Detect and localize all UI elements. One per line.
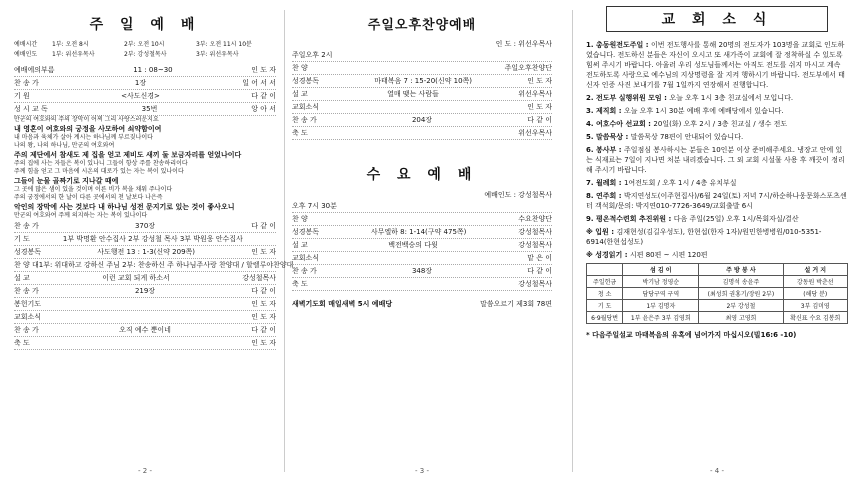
order-leader: 다 같 이 xyxy=(527,267,552,275)
order-row xyxy=(14,324,276,337)
order-content: 1부 박명환 안수집사 2부 강성철 목사 3부 박원웅 안수집사 xyxy=(62,235,243,243)
header-cell: 주 방 봉 사 xyxy=(699,264,783,276)
table-cell: 6·9월당번 xyxy=(587,312,623,324)
notice-body: 1여전도회 / 오후 1시 / 4층 유치부실 xyxy=(623,179,737,187)
order-leader: 위선우목사 xyxy=(518,129,552,137)
order-row xyxy=(292,62,552,75)
order-row xyxy=(292,265,552,278)
order-label: 찬 송 가 xyxy=(292,116,317,124)
notice-item xyxy=(586,250,848,260)
order-label: 봉헌기도 xyxy=(14,300,42,308)
page-number: - 2 - xyxy=(138,467,152,475)
afternoon-worship-column xyxy=(292,0,552,481)
order-label: 찬 송 가 xyxy=(14,79,39,87)
order-label: 찬 송 가 xyxy=(14,287,39,295)
table-cell: 담당구역 구역 xyxy=(623,288,699,300)
order-leader: 인 도 자 xyxy=(251,339,276,347)
order-leader: 강성철목사 xyxy=(518,241,552,249)
notice-body: 박지연성도(이주현집사)/6월 24일(토) 저녁 7시/하순하나웅문화스포츠센터 객석회/문의: 박지연010-7726-3649/교회출발 6시 xyxy=(586,192,847,210)
order-content: 오직 예수 뿐이네 xyxy=(119,326,171,334)
notice-body: 이번 전도행사를 통해 20명의 전도자가 103명을 교회로 인도하였습니다. 전도하신 분들은 자신이 오시고 또 새가족이 교회에 잘 정착하실 수 있도록 힘써 주시기 바랍니다. 아울러 우리 성도님들께서는 아직도 전도를 쉬지 마시고 계속 전도하도록 사랑으로 예수님의 지상명령을 잘 지켜 행하시기 바랍니다. 전도부에서 태신자 인증 사진 보내기를 7월 1일까지 연장해서 진행합니다. xyxy=(586,41,845,89)
order-label: 설 교 xyxy=(14,274,30,282)
order-row xyxy=(292,101,552,114)
reading-line: 내 영혼이 여호와의 궁정을 사모하여 쇠약함이여 xyxy=(14,125,162,133)
order-content: 사도행전 13 : 1-3(신약 209쪽) xyxy=(97,248,196,256)
sunday-worship-column xyxy=(14,0,294,481)
order-leader: 위선우목사 xyxy=(518,90,552,98)
leader: 예배인도 : 강성철목사 xyxy=(484,191,552,199)
order-row xyxy=(292,88,552,101)
reading-line: 만군의 여호와의 주의 장막이 어찌 그리 사랑스러운지요 xyxy=(14,116,159,123)
order-content: 마태복음 7 : 15-20(신약 10쪽) xyxy=(374,77,473,85)
order-label: 찬 송 가 xyxy=(292,267,317,275)
order-leader: 주일오후찬양단 xyxy=(504,64,552,72)
notice-body: 김재현성(김길우성도), 한현섭(한자 1자)/원민한병병원/010-5351-6914(한현섭성도) xyxy=(586,228,822,246)
notice-title: ※ 입원 : xyxy=(586,228,617,236)
order-label: 예배에의부름 xyxy=(14,66,55,74)
order-label: 찬 양 xyxy=(292,215,308,223)
order-content: 백전백승의 다윗 xyxy=(388,241,438,249)
order-row xyxy=(292,213,552,226)
reading-line: 주께 힘을 얻고 그 마음에 시온의 대로가 있는 자는 복이 있나이다 xyxy=(14,168,184,175)
time-cell: 3부: 오전 11시 10분 xyxy=(196,41,252,48)
order-content: 사무엘하 8: 1-14(구약 475쪽) xyxy=(370,228,467,236)
service-table xyxy=(586,263,848,324)
order-row xyxy=(292,252,552,265)
order-row xyxy=(292,127,552,140)
divider xyxy=(284,10,285,472)
order-row xyxy=(14,103,276,116)
order-label: 성경봉독 xyxy=(292,228,320,236)
order-label: 기 원 xyxy=(14,92,30,100)
notice-item xyxy=(586,214,848,224)
order-leader: 인 도 자 xyxy=(251,313,276,321)
time-cell: 예배시간 xyxy=(14,41,38,48)
order-leader: 일 어 서 서 xyxy=(242,79,276,87)
order-label: 교회소식 xyxy=(292,103,320,111)
notice-title: 8. 연주회 : xyxy=(586,192,624,200)
order-label: 찬 양 xyxy=(292,64,308,72)
notice-title: 9. 평온적수련회 추진위원 : xyxy=(586,215,674,223)
order-leader: 인 도 자 xyxy=(527,103,552,111)
notice-title: 3. 제직회 : xyxy=(586,107,624,115)
order-content: 열매 맺는 사람들 xyxy=(387,90,439,98)
divider xyxy=(572,10,573,472)
order-label: 축 도 xyxy=(14,339,30,347)
order-leader: 앙 아 서 xyxy=(251,105,276,113)
order-label: 주일오후 2시 xyxy=(292,51,333,59)
table-cell: 1부 윤은주 3부 김영희 xyxy=(623,312,699,324)
order-content: 348장 xyxy=(411,267,433,275)
table-cell: 확신표 수요 김봉희 xyxy=(783,312,847,324)
order-label: 기 도 xyxy=(14,235,30,243)
reading-line: 주의 집에 사는 자들은 복이 있나니 그들이 항상 주를 찬송하리이다 xyxy=(14,160,188,167)
reading-line: 그 곳에 많은 샘이 있을 것이며 이른 비가 복을 채워 주나이다 xyxy=(14,186,173,193)
order-leader: 강성철목사 xyxy=(518,280,552,288)
order-label: 축 도 xyxy=(292,129,308,137)
notice-body: 다음 주일(25일) 오후 1시/목회자실/결산 xyxy=(673,215,799,223)
order-row xyxy=(14,77,276,90)
notice-body: 오늘 오후 1시 30분 예배 후에 예배당에서 있습니다. xyxy=(623,107,784,115)
table-header xyxy=(587,264,848,276)
notice-body: 오늘 오후 1시 3층 친교실에서 모입니다. xyxy=(669,94,794,102)
notice-body: 주일점심 봉사하시는 분들은 10인분 이상 준비해주세요. 냉장고 안에 있는 식재료는 7일이 지나면 처분 내리겠습니다. 그 외 교회 시설물 사용 후 깨끗이 정리해 주시기 바랍니다. xyxy=(586,146,845,174)
order-label: 찬 송 가 xyxy=(14,222,39,230)
notice-title: 7. 월례회 : xyxy=(586,179,624,187)
order-row xyxy=(14,298,276,311)
order-leader: 주사랑 찬양대 / 할렐루야찬양대 xyxy=(196,261,294,269)
notice-item xyxy=(586,132,848,142)
service-time-row xyxy=(14,40,276,50)
reading-line: 만군의 여호와여 주께 의지하는 자는 복이 있나이다 xyxy=(14,212,148,219)
reading-line: 내 마음과 육체가 살아 계시는 하나님께 부르짖나이다 xyxy=(14,134,153,141)
order-row xyxy=(14,272,276,285)
time-cell: 2부: 강성철목사 xyxy=(124,51,167,58)
order-leader: 인 도 자 xyxy=(251,300,276,308)
time-cell: 예배인도 xyxy=(14,51,38,58)
reading-line: 악인의 장막에 사는 것보다 내 하나님 성전 문지기로 있는 것이 좋사오니 xyxy=(14,203,235,211)
order-leader: 다 같 이 xyxy=(251,326,276,334)
notice-title: 5. 말씀묵상 : xyxy=(586,133,631,141)
table-cell: 주일헌금 xyxy=(587,276,623,288)
order-leader: 인 도 자 xyxy=(251,248,276,256)
leader: 인 도 : 위선우목사 xyxy=(495,40,552,48)
dawn-prayer: 새벽기도회 매일새벽 5시 예배당 xyxy=(292,300,393,308)
order-content: 204장 xyxy=(411,116,433,124)
order-label: 성경봉독 xyxy=(292,77,320,85)
section-title: 주일오후찬양예배 xyxy=(367,18,477,33)
order-leader: 다 같 이 xyxy=(251,92,276,100)
order-content: 219장 xyxy=(134,287,156,295)
reading-line: 주의 궁정에서의 한 날이 다른 곳에서의 천 날보다 나은즉 xyxy=(14,194,163,201)
reading-line: 그들이 눈물 골짜기로 지나갈 때에 xyxy=(14,177,119,185)
order-content: 1부: 위대하고 강하신 주님 2부: 찬송하신 주 하나님 xyxy=(38,261,197,269)
notice-title: 2. 전도부 실행위원 모임 : xyxy=(586,94,670,102)
order-label: 교회소식 xyxy=(14,313,42,321)
time-cell: 2부: 오전 10시 xyxy=(124,41,165,48)
order-content: <사도신경> xyxy=(121,92,160,100)
order-content: 35번 xyxy=(141,105,158,113)
order-row xyxy=(14,337,276,350)
table-row xyxy=(587,288,848,300)
notice-item xyxy=(586,227,848,247)
service-time-row xyxy=(14,50,276,60)
order-row xyxy=(14,90,276,103)
order-content: 1장 xyxy=(134,79,147,87)
page-number: - 3 - xyxy=(415,467,429,475)
next-sermon: * 다음주일설교 마태복음의 유혹에 넘어가지 마십시오(빌16:6 -10) xyxy=(586,331,797,339)
order-row xyxy=(14,246,276,259)
order-row xyxy=(14,233,276,246)
notice-item xyxy=(586,119,848,129)
header-cell: 섬 김 이 xyxy=(623,264,699,276)
order-label: 찬 송 가 xyxy=(14,326,39,334)
table-cell: (해당 분) xyxy=(783,288,847,300)
table-cell: 2부 강성철 xyxy=(699,300,783,312)
order-label: 성 시 교 독 xyxy=(14,105,48,113)
time-cell: 1부: 오전 8시 xyxy=(52,41,89,48)
order-leader: 다 같 이 xyxy=(251,287,276,295)
section-title: 교 회 소 식 xyxy=(606,6,828,32)
order-leader: 맡 은 이 xyxy=(527,254,552,262)
order-row xyxy=(14,64,276,77)
notice-body: 20일(화) 오후 2시 / 3층 친교실 / 생수 전도 xyxy=(653,120,788,128)
order-label: 교회소식 xyxy=(292,254,320,262)
order-label: 찬 양 대 xyxy=(14,261,39,269)
order-content: 11 : 08~30 xyxy=(133,66,173,74)
order-leader: 인 도 자 xyxy=(251,66,276,74)
notice-item xyxy=(586,178,848,188)
notice-title: 6. 봉사부 : xyxy=(586,146,624,154)
order-leader: 인 도 자 xyxy=(527,77,552,85)
order-row xyxy=(14,259,294,272)
order-content: 370장 xyxy=(134,222,156,230)
meditation-note: 말씀오르기 제3회 78편 xyxy=(480,300,552,308)
responsive-reading xyxy=(14,116,276,220)
table-cell: 청 소 xyxy=(587,288,623,300)
notice-item xyxy=(586,106,848,116)
reading-line: 나의 왕, 나의 하나님, 만군의 여호와여 xyxy=(14,142,115,149)
order-label: 설 교 xyxy=(292,241,308,249)
header-cell xyxy=(587,264,623,276)
order-label: 설 교 xyxy=(292,90,308,98)
table-cell: (최성희 권홍기/장원 2부) xyxy=(699,288,783,300)
order-row xyxy=(292,278,552,291)
order-row xyxy=(14,220,276,233)
table-cell: 1부 김명자 xyxy=(623,300,699,312)
notice-item xyxy=(586,40,848,90)
table-cell: 기 도 xyxy=(587,300,623,312)
order-content: 이런 교회 되게 하소서 xyxy=(102,274,170,282)
order-row xyxy=(292,200,552,213)
order-leader: 강성철목사 xyxy=(518,228,552,236)
order-row xyxy=(14,285,276,298)
notice-title: 4. 여호수아 선교회 : xyxy=(586,120,654,128)
section-title: 수 요 예 배 xyxy=(366,167,478,183)
notice-item xyxy=(586,93,848,103)
notice-title: ※ 성경읽기 : xyxy=(586,251,630,259)
section-title: 주 일 예 배 xyxy=(89,17,201,33)
table-row xyxy=(587,312,848,324)
order-row xyxy=(292,239,552,252)
table-cell: 3부 김미영 xyxy=(783,300,847,312)
notice-body: 시편 80편 ~ 시편 120편 xyxy=(629,251,708,259)
table-cell: 김명석 송윤주 xyxy=(699,276,783,288)
notice-body: 말씀묵상 78편이 안내되어 있습니다. xyxy=(630,133,744,141)
order-leader: 다 같 이 xyxy=(251,222,276,230)
order-label: 축 도 xyxy=(292,280,308,288)
order-leader: 다 같 이 xyxy=(527,116,552,124)
table-cell: 최영 고영희 xyxy=(699,312,783,324)
order-leader: 수요찬양단 xyxy=(518,215,552,223)
order-row xyxy=(14,311,276,324)
notice-title: 1. 총동원전도주일 : xyxy=(586,41,651,49)
order-row xyxy=(292,114,552,127)
table-row xyxy=(587,300,848,312)
order-label: 성경봉독 xyxy=(14,248,42,256)
notice-item xyxy=(586,191,848,211)
order-leader: 강성철목사 xyxy=(242,274,276,282)
notice-item xyxy=(586,145,848,175)
time-cell: 1부: 위선우목사 xyxy=(52,51,95,58)
header-cell: 설 거 지 xyxy=(783,264,847,276)
table-cell: 박기남 정영순 xyxy=(623,276,699,288)
order-row xyxy=(292,75,552,88)
reading-line: 주의 제단에서 참새도 제 집을 얻고 제비도 새끼 둘 보금자리를 얻었나이다 xyxy=(14,151,242,159)
table-cell: 강동원 박춘선 xyxy=(783,276,847,288)
time-cell: 3부: 위선우목사 xyxy=(196,51,239,58)
page-number: - 4 - xyxy=(710,467,724,475)
church-news-column xyxy=(586,0,848,481)
order-row xyxy=(292,49,552,62)
order-label: 오후 7시 30분 xyxy=(292,202,337,210)
table-row xyxy=(587,276,848,288)
order-row xyxy=(292,226,552,239)
